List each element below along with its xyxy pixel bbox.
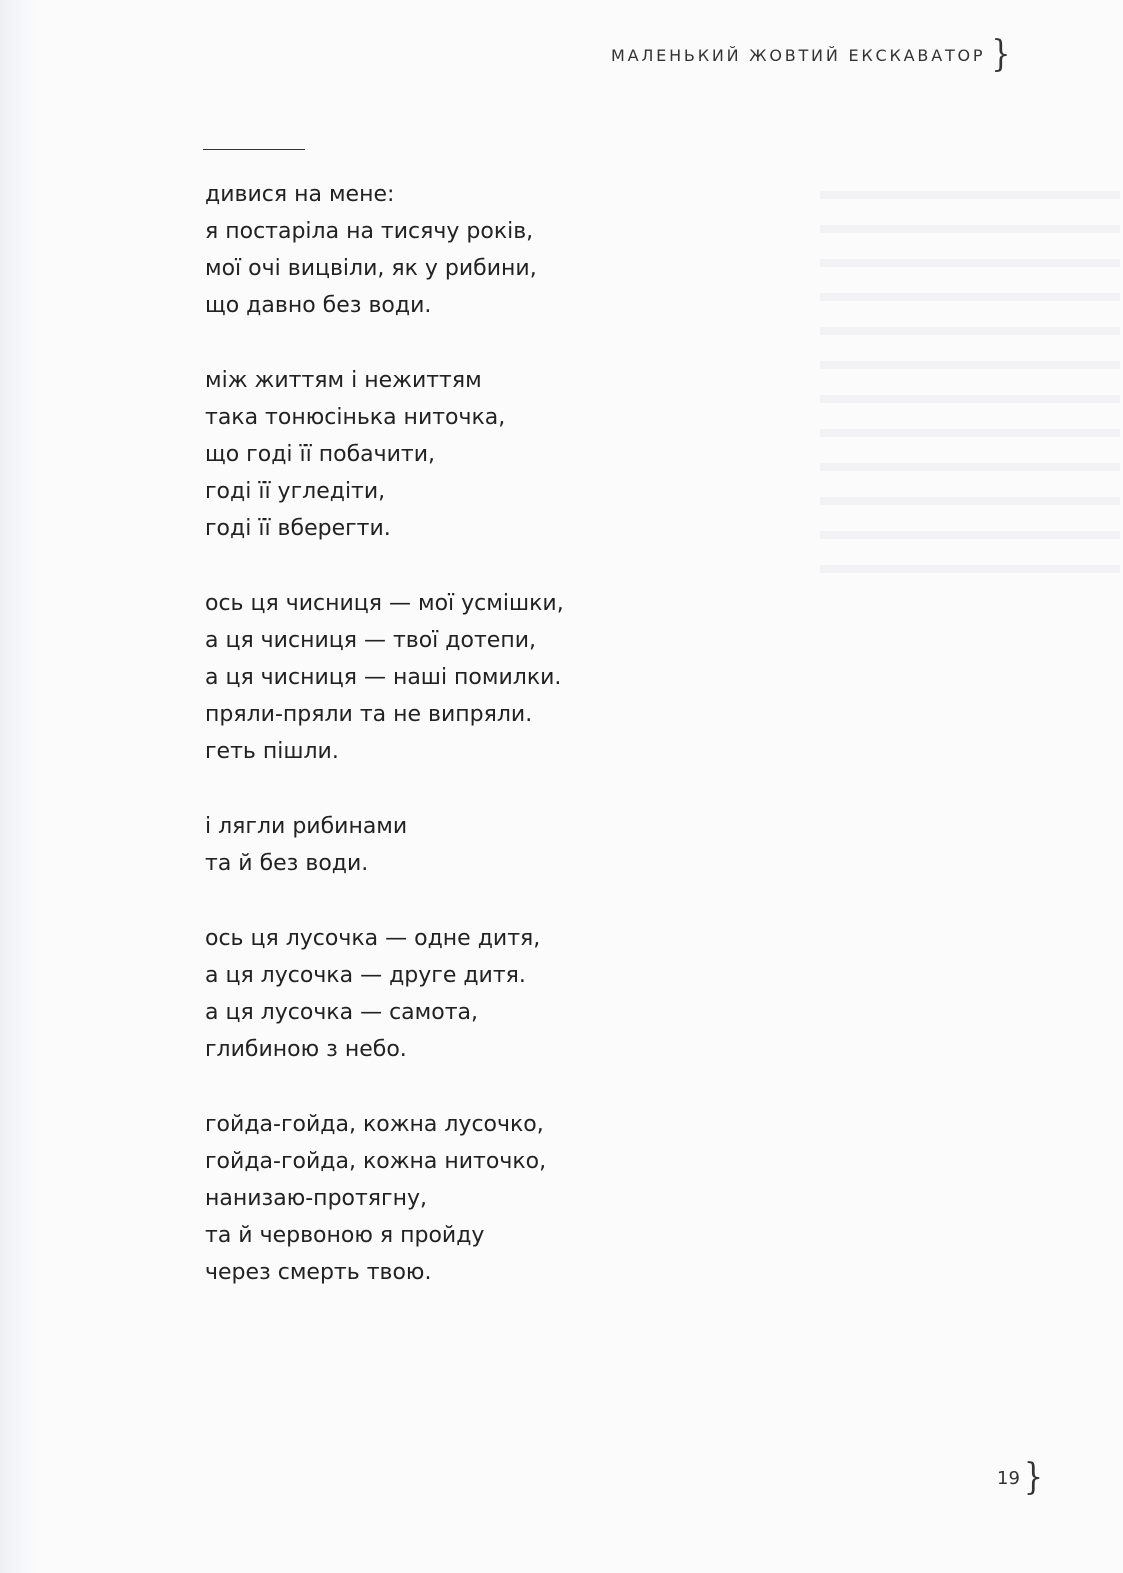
stanza	[205, 585, 765, 770]
poem-line: годі її вберегти.	[205, 516, 391, 541]
stanza	[205, 362, 765, 547]
poem-line: що годі її побачити,	[205, 442, 436, 467]
poem-line: я постаріла на тисячу років,	[205, 219, 534, 244]
footer-brace-ornament: }	[1023, 1456, 1043, 1499]
page-footer	[997, 1458, 1043, 1498]
poem-line: через смерть твою.	[205, 1260, 432, 1285]
poem-line: така тонюсінька ниточка,	[205, 405, 506, 430]
page-gutter-shadow	[0, 0, 40, 1573]
poem-line: що давно без води.	[205, 293, 432, 318]
poem-line: ось ця чисниця — мої усмішки,	[205, 591, 564, 616]
poem-line: ось ця лусочка — одне дитя,	[205, 926, 541, 951]
poem-line: та й червоною я пройду	[205, 1223, 485, 1248]
poem-line: та й без води.	[205, 851, 369, 876]
poem-line: пряли-пряли та не випряли.	[205, 702, 533, 727]
poem-line: і лягли рибинами	[205, 814, 408, 839]
poem-line: гойда-гойда, кожна лусочко,	[205, 1112, 544, 1137]
poem-line: а ця лусочка — самота,	[205, 1000, 478, 1025]
bleed-through-text	[820, 165, 1120, 585]
poem-line: дивися на мене:	[205, 182, 395, 207]
section-rule	[203, 149, 305, 150]
poem-line: а ця лусочка — друге дитя.	[205, 963, 526, 988]
running-header	[611, 33, 1011, 76]
poem-line: гойда-гойда, кожна ниточко,	[205, 1149, 547, 1174]
poem-line: нанизаю-протягну,	[205, 1186, 427, 1211]
poem-line: а ця чисниця — твої дотепи,	[205, 628, 536, 653]
poem-line: мої очі вицвіли, як у рибини,	[205, 256, 537, 281]
poem-line: між життям і нежиттям	[205, 368, 482, 393]
poem-line: глибиною з небо.	[205, 1037, 407, 1062]
page-number: 19	[997, 1467, 1020, 1489]
running-title: МАЛЕНЬКИЙ ЖОВТИЙ ЕКСКАВАТОР	[611, 45, 986, 65]
stanza	[205, 1106, 765, 1291]
header-brace-ornament: }	[991, 33, 1011, 76]
poem-body	[205, 176, 765, 1329]
stanza	[205, 920, 765, 1068]
stanza	[205, 176, 765, 324]
stanza	[205, 808, 765, 882]
poem-line: геть пішли.	[205, 739, 339, 764]
poem-line: годі її угледіти,	[205, 479, 386, 504]
poem-line: а ця чисниця — наші помилки.	[205, 665, 562, 690]
